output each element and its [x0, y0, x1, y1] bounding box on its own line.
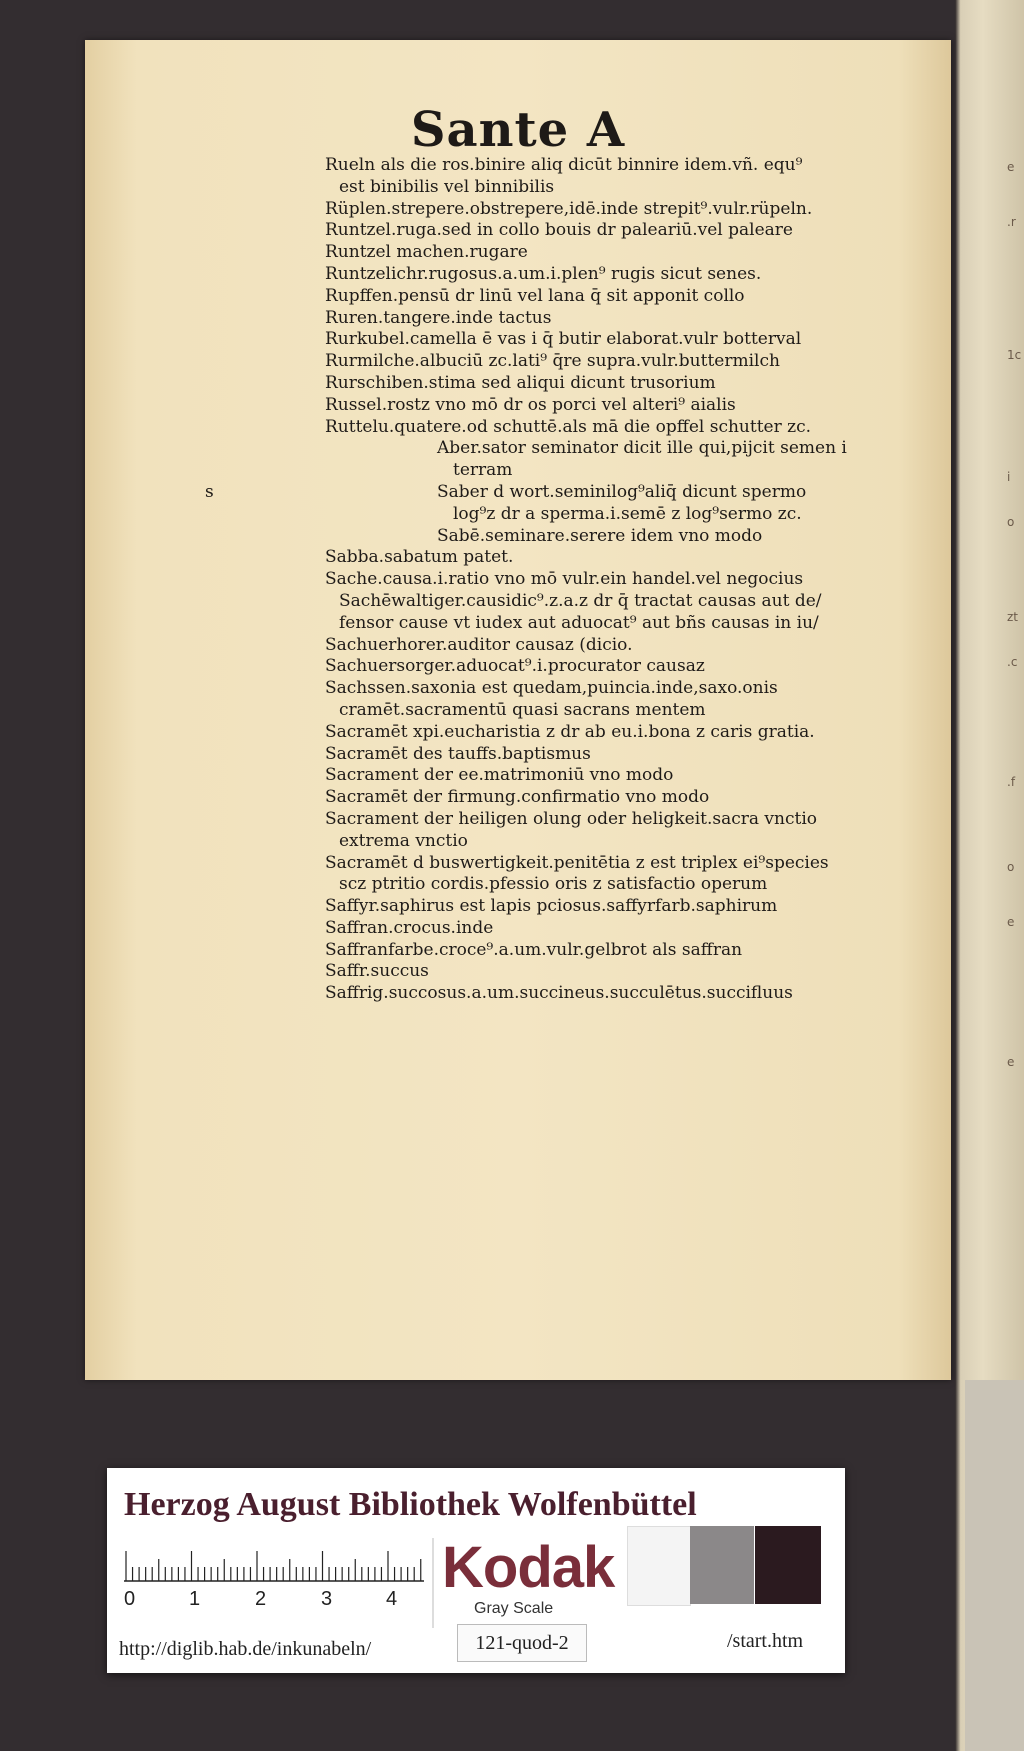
text-line: Sachssen.saxonia est quedam,puincia.inde,saxo.onis	[325, 678, 778, 699]
adjacent-page-mark: e	[1007, 915, 1015, 929]
text-line: Rurschiben.stima sed aliqui dicunt trusorium	[325, 372, 716, 393]
text-line: Runtzelichr.rugosus.a.um.i.plen⁹ rugis sicut senes.	[325, 263, 762, 284]
text-line: Sacrament der ee.matrimoniū vno modo	[325, 765, 674, 786]
adjacent-page-mark: 1c	[1007, 348, 1022, 362]
text-line: scz ptritio cordis.pfessio oris z satisfactio operum	[339, 874, 768, 895]
adjacent-page-mark: e	[1007, 1055, 1015, 1069]
text-line: Sacramēt des tauffs.baptismus	[325, 743, 591, 764]
text-line: Runtzel machen.rugare	[325, 242, 528, 263]
text-line: Saffr.succus	[325, 961, 429, 982]
text-line: cramēt.sacramentū quasi sacrans mentem	[339, 699, 706, 720]
adjacent-page-mark: zt	[1007, 610, 1019, 624]
text-line: Sacramēt xpi.eucharistia z dr ab eu.i.bona z caris gratia.	[325, 721, 815, 742]
text-line: est binibilis vel binnibilis	[339, 176, 555, 197]
text-line: fensor cause vt iudex aut aduocat⁹ aut bñs causas in iu/	[339, 612, 819, 633]
adjacent-page-mark: .c	[1007, 655, 1018, 669]
text-line: Saffrig.succosus.a.um.succineus.succulētus.succifluus	[325, 983, 793, 1004]
catalog-item-id: 121-quod-2	[457, 1624, 587, 1662]
text-column	[205, 155, 985, 1005]
gray-scale-label: Gray Scale	[474, 1600, 554, 1617]
text-line: log⁹z dr a sperma.i.semē z log⁹sermo zc.	[453, 503, 802, 524]
text-line: Rueln als die ros.binire aliq dicūt binnire idem.vñ. equ⁹	[325, 155, 803, 175]
adjacent-page-mark: o	[1007, 860, 1015, 874]
text-line: Sacramēt der firmung.confirmatio vno modo	[325, 787, 710, 808]
text-line: terram	[453, 460, 513, 481]
text-line: Sacramēt d buswertigkeit.penitētia z est triplex ei⁹species	[325, 852, 829, 873]
adjacent-page-mark: o	[1007, 515, 1015, 529]
text-line: Runtzel.ruga.sed in collo bouis dr paleariū.vel paleare	[325, 220, 793, 241]
text-line: Sachuersorger.aduocat⁹.i.procurator causaz	[325, 656, 705, 677]
adjacent-page-mark: i	[1007, 470, 1011, 484]
adjacent-page-mark: .r	[1007, 215, 1016, 229]
ruler-number: 4	[386, 1588, 398, 1610]
text-line: Saffranfarbe.croce⁹.a.um.vulr.gelbrot als saffran	[325, 939, 743, 960]
text-line: Sachuerhorer.auditor causaz (dicio.	[325, 634, 633, 655]
gray-swatch-white	[627, 1526, 691, 1606]
page-heading: Sante A	[410, 102, 626, 158]
library-name: Herzog August Bibliothek Wolfenbüttel	[124, 1486, 697, 1523]
gray-swatch-black	[755, 1526, 821, 1604]
document-page	[85, 40, 951, 1380]
text-line: Sabē.seminare.serere idem vno modo	[437, 525, 763, 546]
ruler-number: 2	[255, 1588, 267, 1610]
text-line: Sachēwaltiger.causidic⁹.z.a.z dr q̄ tractat causas aut de/	[339, 590, 822, 611]
text-line: Aber.sator seminator dicit ille qui,pijcit semen i	[437, 438, 847, 459]
ruler-number: 1	[189, 1588, 201, 1610]
ruler-number: 3	[321, 1588, 333, 1610]
text-line: Saber d wort.seminilog⁹aliq̄ dicunt spermo	[437, 481, 807, 502]
text-line: Saffyr.saphirus est lapis pciosus.saffyrfarb.saphirum	[325, 896, 778, 917]
margin-mark: s	[205, 482, 214, 502]
kodak-logo: Kodak	[442, 1535, 615, 1600]
catalog-url: http://diglib.hab.de/inkunabeln/	[119, 1638, 372, 1660]
text-line: Sache.causa.i.ratio vno mō vulr.ein handel.vel negocius	[325, 569, 804, 590]
text-line: Russel.rostz vno mō dr os porci vel alteri⁹ aialis	[325, 394, 736, 415]
adjacent-label-fragment	[965, 1380, 1024, 1751]
gray-swatch-mid	[690, 1526, 754, 1604]
catalog-url-suffix: /start.htm	[727, 1630, 804, 1652]
text-line: Rurmilche.albuciū zc.lati⁹ q̄re supra.vulr.buttermilch	[325, 351, 780, 372]
text-line: Sabba.sabatum patet.	[325, 547, 514, 568]
adjacent-page-mark: e	[1007, 160, 1015, 174]
text-line: extrema vnctio	[339, 830, 468, 851]
text-line: Rüplen.strepere.obstrepere,idē.inde strepit⁹.vulr.rüpeln.	[325, 198, 813, 219]
library-reference-card	[107, 1468, 845, 1673]
measurement-ruler	[124, 1541, 424, 1583]
adjacent-page-mark: .f	[1007, 775, 1016, 789]
text-line: Ruttelu.quatere.od schuttē.als mā die opffel schutter zc.	[325, 416, 812, 437]
text-line: Sacrament der heiligen olung oder heligkeit.sacra vnctio	[325, 808, 818, 829]
text-line: Saffran.crocus.inde	[325, 917, 494, 938]
text-line: Rupffen.pensū dr linū vel lana q̄ sit apponit collo	[325, 285, 745, 306]
text-line: Rurkubel.camella ē vas i q̄ butir elaborat.vulr botterval	[325, 329, 802, 350]
ruler-scale	[124, 1588, 424, 1612]
text-line: Ruren.tangere.inde tactus	[325, 307, 552, 328]
ruler-number: 0	[124, 1588, 136, 1610]
